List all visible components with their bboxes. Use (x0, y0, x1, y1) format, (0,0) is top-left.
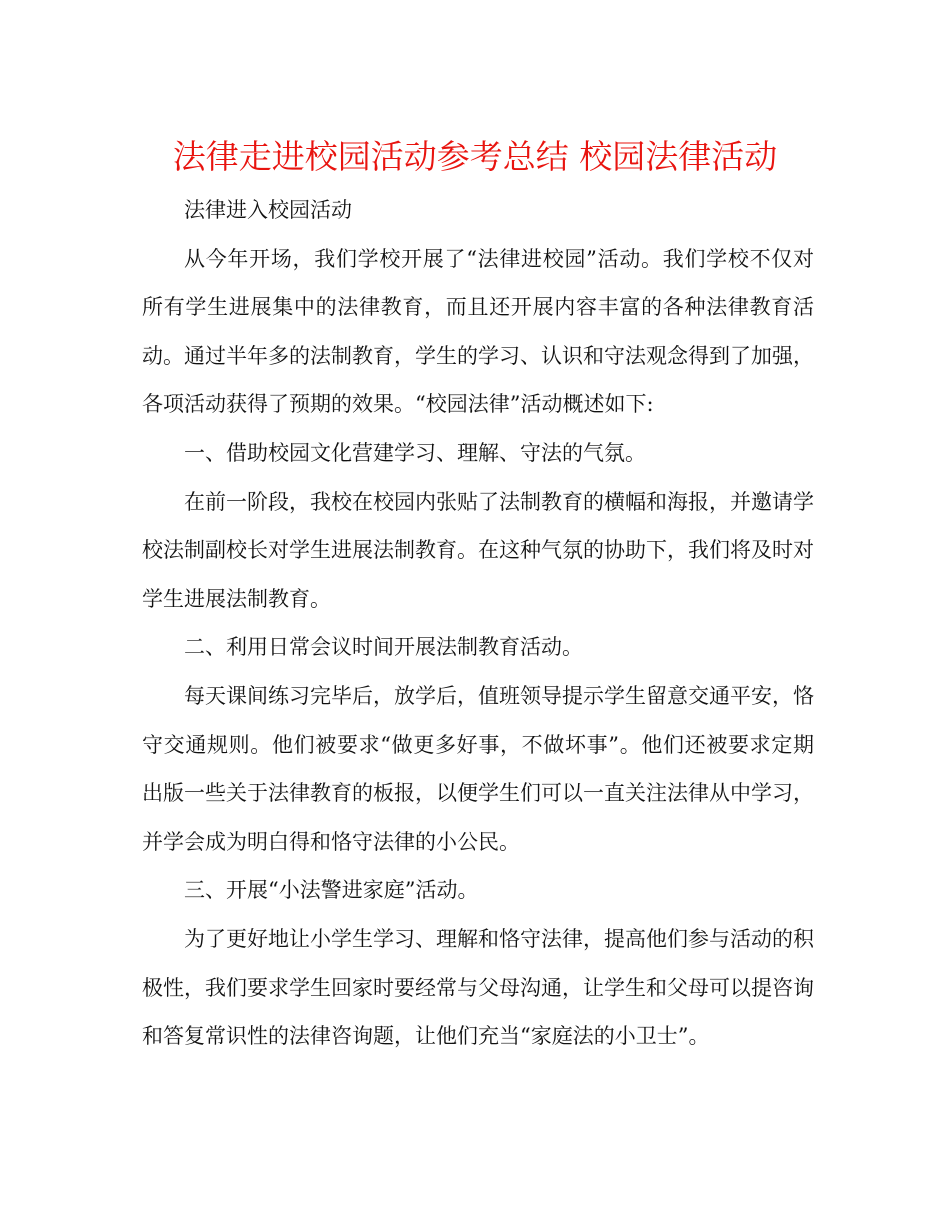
document-body (142, 186, 814, 1061)
paragraph-section-3: 为了更好地让小学生学习、理解和恪守法律，提高他们参与活动的积极性，我们要求学生回家时要经常与父母沟通，让学生和父母可以提咨询和答复常识性的法律咨询题，让他们充当“家庭法的小卫士”。 (142, 926, 814, 1049)
paragraph-section-1: 在前一阶段，我校在校园内张贴了法制教育的横幅和海报，并邀请学校法制副校长对学生进展法制教育。在这种气氛的协助下，我们将及时对学生进展法制教育。 (142, 489, 814, 611)
paragraph-section-2: 每天课间练习完毕后，放学后，值班领导提示学生留意交通平安，恪守交通规则。他们被要求“做更多好事，不做坏事”。他们还被要求定期出版一些关于法律教育的板报，以便学生们可以一直关注法律从中学习，并学会成为明白得和恪守法律的小公民。 (142, 683, 814, 854)
section-heading-1: 一、借助校园文化营建学习、理解、守法的气氛。 (184, 440, 646, 465)
paragraph-intro: 从今年开场，我们学校开展了“法律进校园”活动。我们学校不仅对所有学生进展集中的法律教育，而且还开展内容丰富的各种法律教育活动。通过半年多的法制教育，学生的学习、认识和守法观念得到了加强，各项活动获得了预期的效果。“校园法律”活动概述如下: (142, 246, 814, 417)
paragraph-subtitle: 法律进入校园活动 (184, 198, 352, 222)
document-title: 法律走进校园活动参考总结 校园法律活动 (172, 137, 778, 176)
section-heading-3: 三、开展“小法警进家庭”活动。 (184, 878, 479, 903)
section-heading-2: 二、利用日常会议时间开展法制教育活动。 (184, 635, 583, 660)
